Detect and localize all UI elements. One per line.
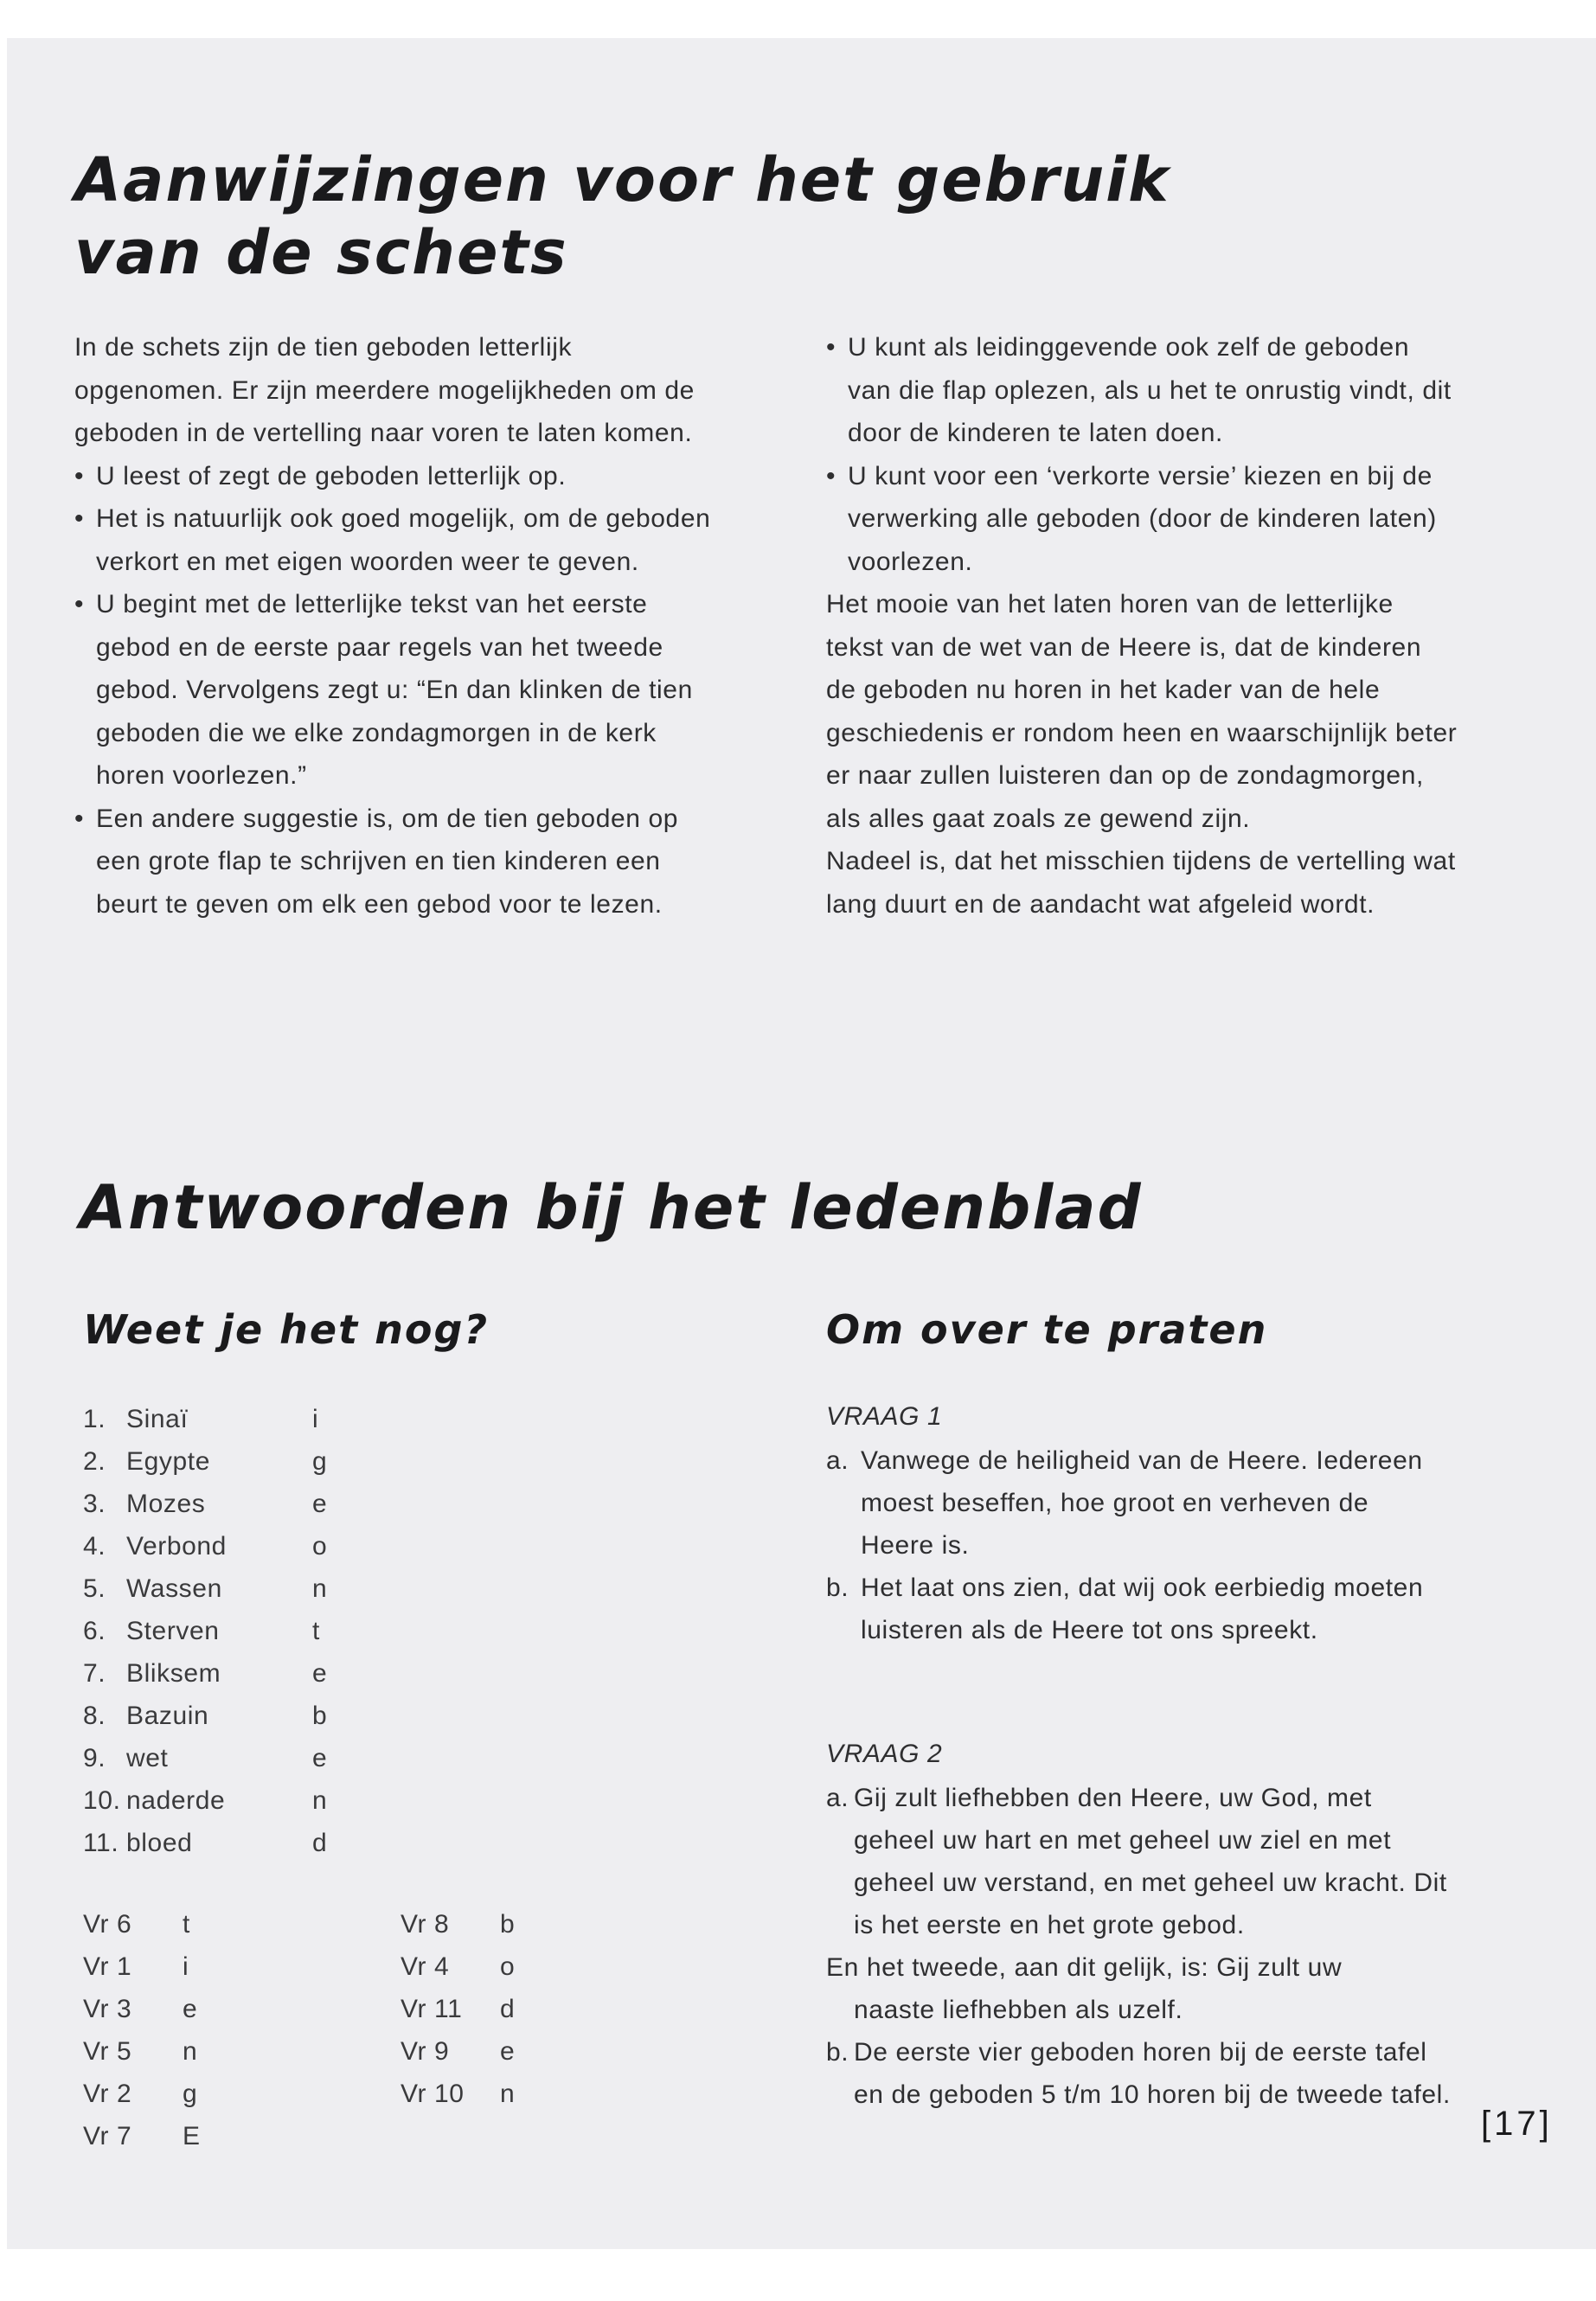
- vr-letter: e: [500, 2037, 516, 2066]
- answer-letter: d: [312, 1829, 328, 1857]
- item-letter: b.: [826, 1574, 849, 1602]
- answer-row: [83, 1567, 347, 1610]
- answer-number: 1.: [83, 1405, 106, 1433]
- vr-letter: g: [183, 2080, 198, 2108]
- vraag-2-label: VRAAG 2: [826, 1740, 943, 1768]
- answer-word: Sterven: [126, 1617, 220, 1645]
- bullet-dot: •: [74, 504, 85, 533]
- vr-label: Vr 10: [401, 2080, 465, 2108]
- intro-paragraph: In de schets zijn de tien geboden letterlijk opgenomen. Er zijn meerdere mogelijkheden om de geboden in de vertelling naar voren te laten komen.: [74, 333, 695, 447]
- item-letter: a.: [826, 1784, 849, 1812]
- answer-row: [83, 1652, 347, 1695]
- vr-letter: e: [183, 1995, 198, 2023]
- bullet-dot: •: [74, 461, 85, 490]
- answer-word: Egypte: [126, 1447, 210, 1476]
- answer-number: 4.: [83, 1532, 106, 1561]
- vr-row: [401, 1945, 535, 1988]
- answer-word: Wassen: [126, 1574, 222, 1603]
- bullet-text: U kunt als leidinggevende ook zelf de geboden van die flap oplezen, als u het te onrustig vindt, dit door de kinderen te laten doen.: [848, 333, 1452, 447]
- bullet-text: Het is natuurlijk ook goed mogelijk, om de geboden verkort en met eigen woorden weer te geven.: [96, 504, 711, 576]
- answer-letter: n: [312, 1574, 328, 1603]
- answer-letter: i: [312, 1405, 319, 1433]
- vr-row: [83, 1988, 217, 2030]
- bullet-dot: •: [826, 461, 836, 490]
- item-letter: b.: [826, 2038, 849, 2067]
- vr-row: [401, 1988, 535, 2030]
- bullet-item: [74, 497, 715, 583]
- answer-item: [826, 1567, 1440, 1651]
- vr-letter: i: [183, 1952, 189, 1981]
- aanwijzingen-right-column: [826, 326, 1458, 926]
- vr-row: [401, 2030, 535, 2073]
- bullet-item: [826, 455, 1458, 584]
- answer-row: [83, 1398, 347, 1440]
- vr-list-right: [401, 1903, 535, 2115]
- bullet-text: U kunt voor een ‘verkorte versie’ kiezen en bij de verwerking alle geboden (door de kinderen laten) voorlezen.: [848, 461, 1437, 576]
- vr-label: Vr 1: [83, 1952, 132, 1981]
- answer-row: [83, 1822, 347, 1864]
- answer-row: [83, 1525, 347, 1567]
- heading-om-over-te-praten: Om over te praten: [826, 1306, 1268, 1353]
- answer-number: 2.: [83, 1447, 106, 1476]
- answer-number: 6.: [83, 1617, 106, 1645]
- answer-letter: e: [312, 1659, 328, 1688]
- answer-word: Mozes: [126, 1490, 206, 1518]
- bullet-text: Een andere suggestie is, om de tien geboden op een grote flap te schrijven en tien kinderen een beurt te geven om elk een gebod voor te lezen.: [96, 804, 679, 919]
- answer-word: Bazuin: [126, 1702, 209, 1730]
- vr-row: [83, 2073, 217, 2115]
- bullet-item: [74, 455, 715, 498]
- answer-word: Bliksem: [126, 1659, 221, 1688]
- answer-number: 10.: [83, 1786, 121, 1815]
- answer-row: [83, 1779, 347, 1822]
- answer-number: 5.: [83, 1574, 106, 1603]
- section-title-antwoorden: Antwoorden bij het ledenblad: [80, 1172, 1143, 1243]
- answer-number: 8.: [83, 1702, 106, 1730]
- item-text: De eerste vier geboden horen bij de eerste tafel en de geboden 5 t/m 10 horen bij de tweede tafel.: [854, 2038, 1451, 2109]
- vr-row: [83, 1945, 217, 1988]
- answer-letter: e: [312, 1744, 328, 1772]
- item-text: Gij zult liefhebben den Heere, uw God, met geheel uw hart en met geheel uw ziel en met geheel uw verstand, en met geheel uw kracht. Dit is het eerste en het grote gebod.: [854, 1784, 1447, 1939]
- bullet-text: U begint met de letterlijke tekst van het eerste gebod en de eerste paar regels van het tweede gebod. Vervolgens zegt u: “En dan klinken de tien geboden die we elke zondagmorgen in de kerk horen voorlezen.”: [96, 590, 693, 790]
- answer-letter: b: [312, 1702, 328, 1730]
- answer-row: [83, 1737, 347, 1779]
- answer-item: [826, 2031, 1453, 2116]
- answer-letter: n: [312, 1786, 328, 1815]
- vr-row: [401, 1903, 535, 1945]
- vr-row: [83, 2030, 217, 2073]
- vr-label: Vr 6: [83, 1910, 132, 1939]
- answer-number: 11.: [83, 1829, 119, 1857]
- vraag-1-answers: [826, 1439, 1440, 1651]
- item-text: Het laat ons zien, dat wij ook eerbiedig moeten luisteren als de Heere tot ons spreekt.: [861, 1574, 1424, 1644]
- item-text: Vanwege de heiligheid van de Heere. Iedereen moest beseffen, hoe groot en verheven de Heere is.: [861, 1446, 1423, 1560]
- answer-word: wet: [126, 1744, 169, 1772]
- vr-row: [401, 2073, 535, 2115]
- bullet-text: U leest of zegt de geboden letterlijk op.: [96, 461, 567, 490]
- answer-number: 7.: [83, 1659, 106, 1688]
- answer-list: [83, 1398, 347, 1864]
- answer-row: [83, 1695, 347, 1737]
- answer-word: bloed: [126, 1829, 193, 1857]
- heading-weet-je-het-nog: Weet je het nog?: [83, 1306, 490, 1353]
- answer-row: [83, 1483, 347, 1525]
- item-letter: a.: [826, 1446, 849, 1475]
- answer-letter: t: [312, 1617, 320, 1645]
- answer-word: Verbond: [126, 1532, 227, 1561]
- paragraph: Het mooie van het laten horen van de letterlijke tekst van de wet van de Heere is, dat de kinderen de geboden nu horen in het kader van de hele geschiedenis er rondom heen en waarschijnlijk beter er naar zullen luisteren dan op de zondagmorgen, als alles gaat zoals ze gewend zijn.: [826, 590, 1458, 833]
- vraag-1-label: VRAAG 1: [826, 1402, 943, 1431]
- bullet-item: [74, 583, 715, 798]
- paragraph: Nadeel is, dat het misschien tijdens de vertelling wat lang duurt en de aandacht wat afgeleid wordt.: [826, 847, 1456, 919]
- vr-label: Vr 9: [401, 2037, 450, 2066]
- vr-letter: n: [183, 2037, 198, 2066]
- vraag-2-answers: [826, 1777, 1453, 2116]
- answer-letter: g: [312, 1447, 328, 1476]
- answer-word: naderde: [126, 1786, 226, 1815]
- answer-row: [83, 1440, 347, 1483]
- vr-label: Vr 7: [83, 2122, 132, 2150]
- bullet-dot: •: [826, 333, 836, 362]
- vr-letter: b: [500, 1910, 516, 1939]
- title-line-1: Aanwijzingen voor het gebruik: [74, 144, 1170, 215]
- answer-row: [83, 1610, 347, 1652]
- vr-letter: E: [183, 2122, 201, 2150]
- vr-label: Vr 11: [401, 1995, 463, 2023]
- vr-letter: o: [500, 1952, 516, 1981]
- answer-line: naaste liefhebben als uzelf.: [854, 1996, 1183, 2024]
- bullet-dot: •: [74, 590, 85, 619]
- vr-label: Vr 3: [83, 1995, 132, 2023]
- bullet-item: [74, 798, 715, 926]
- answer-number: 9.: [83, 1744, 106, 1772]
- page-number: [17]: [1481, 2105, 1553, 2143]
- answer-item: [826, 1777, 1453, 1946]
- vr-letter: d: [500, 1995, 516, 2023]
- vr-label: Vr 4: [401, 1952, 450, 1981]
- vr-letter: t: [183, 1910, 190, 1939]
- bullet-dot: •: [74, 804, 85, 833]
- answer-line: En het tweede, aan dit gelijk, is: Gij zult uw: [826, 1953, 1343, 1982]
- bullet-item: [826, 326, 1458, 455]
- answer-letter: o: [312, 1532, 328, 1561]
- vr-label: Vr 8: [401, 1910, 450, 1939]
- section-title-aanwijzingen: [74, 144, 1170, 289]
- vr-row: [83, 2115, 217, 2157]
- vr-label: Vr 2: [83, 2080, 132, 2108]
- answer-word: Sinaï: [126, 1405, 189, 1433]
- vr-list-left: [83, 1903, 217, 2157]
- answer-item: [826, 1439, 1440, 1567]
- vr-letter: n: [500, 2080, 516, 2108]
- vr-row: [83, 1903, 217, 1945]
- title-line-2: van de schets: [74, 217, 568, 288]
- vr-label: Vr 5: [83, 2037, 132, 2066]
- answer-number: 3.: [83, 1490, 106, 1518]
- answer-letter: e: [312, 1490, 328, 1518]
- aanwijzingen-left-column: [74, 326, 715, 926]
